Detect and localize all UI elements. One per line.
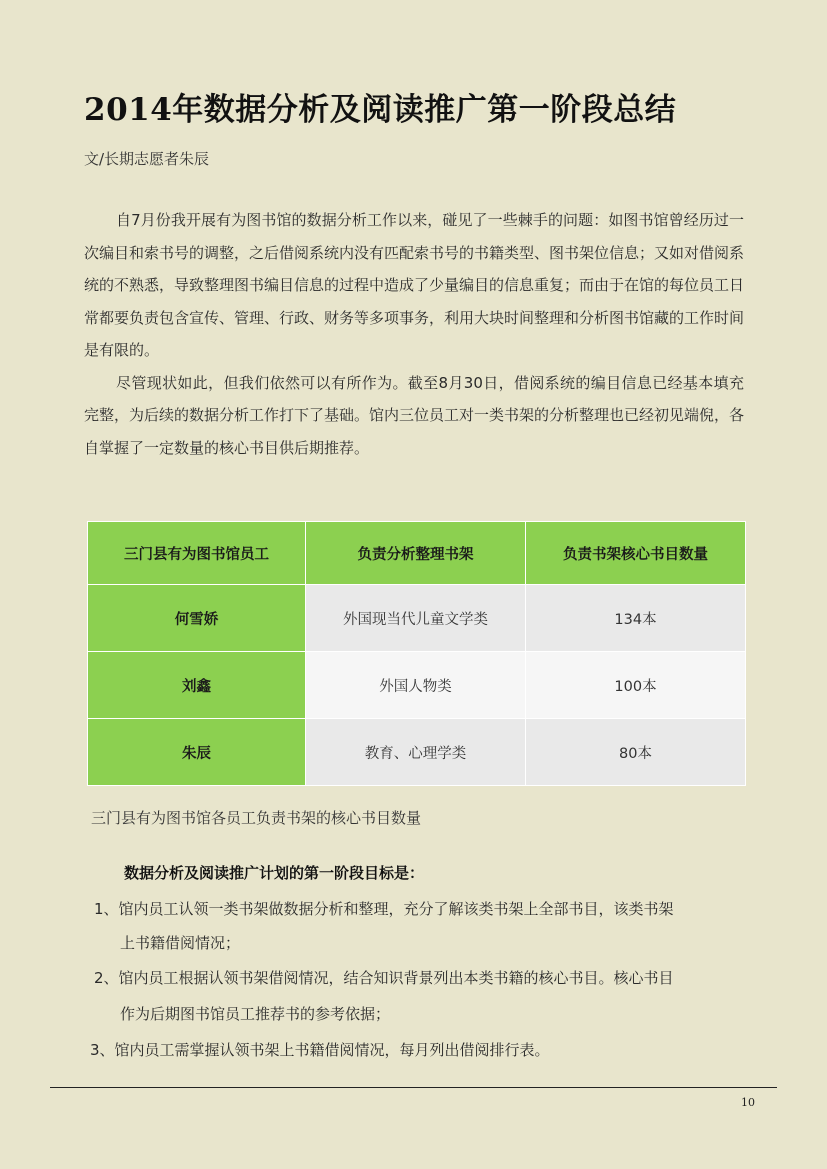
goal-line-3: 3、馆内员工需掌握认领书架上书籍借阅情况，每月列出借阅排行表。 — [90, 1041, 550, 1059]
book-count: 134本 — [526, 585, 746, 652]
goal-line-1-cont: 上书籍借阅情况； — [120, 934, 241, 952]
staff-name: 何雪娇 — [88, 585, 306, 652]
goal-line-2: 2、馆内员工根据认领书架借阅情况，结合知识背景列出本类书籍的核心书目。核心书目 — [94, 969, 674, 987]
shelf-category: 教育、心理学类 — [306, 719, 526, 786]
page-number: 10 — [741, 1096, 755, 1109]
header-shelf: 负责分析整理书架 — [306, 522, 526, 585]
header-count: 负责书架核心书目数量 — [526, 522, 746, 585]
footer-divider — [50, 1087, 777, 1088]
table-row — [88, 585, 746, 652]
paragraph-2: 尽管现状如此，但我们依然可以有所作为。截至8月30日，借阅系统的编目信息已经基本填充完整，为后续的数据分析工作打下了基础。馆内三位员工对一类书架的分析整理也已经初见端倪，各自掌握了一定数量的核心书目供后期推荐。 — [84, 373, 745, 457]
body-text — [84, 204, 744, 464]
staff-name: 刘鑫 — [88, 652, 306, 719]
goal-line-1: 1、馆内员工认领一类书架做数据分析和整理，充分了解该类书架上全部书目，该类书架 — [94, 900, 674, 918]
table-caption: 三门县有为图书馆各员工负责书架的核心书目数量 — [91, 809, 422, 827]
goal-line-2-cont: 作为后期图书馆员工推荐书的参考依据； — [120, 1005, 391, 1023]
book-count: 100本 — [526, 652, 746, 719]
table-row — [88, 719, 746, 786]
header-staff: 三门县有为图书馆员工 — [88, 522, 306, 585]
book-count: 80本 — [526, 719, 746, 786]
shelf-assignment-table — [87, 521, 746, 786]
staff-name: 朱辰 — [88, 719, 306, 786]
table-row — [88, 652, 746, 719]
shelf-category: 外国人物类 — [306, 652, 526, 719]
paragraph-1: 自7月份我开展有为图书馆的数据分析工作以来，碰见了一些棘手的问题：如图书馆曾经历过一次编目和索书号的调整，之后借阅系统内没有匹配索书号的书籍类型、图书架位信息；又如对借阅系统的不熟悉，导致整理图书编目信息的过程中造成了少量编目的信息重复；而由于在馆的每位员工日常都要负责包含宣传、管理、行政、财务等多项事务，利用大块时间整理和分析图书馆藏的工作时间是有限的。 — [84, 211, 745, 359]
page-title: 2014年数据分析及阅读推广第一阶段总结 — [84, 92, 677, 128]
goals-heading: 数据分析及阅读推广计划的第一阶段目标是： — [124, 864, 425, 882]
table-header-row — [88, 522, 746, 585]
author-line: 文/长期志愿者朱辰 — [84, 150, 210, 168]
shelf-category: 外国现当代儿童文学类 — [306, 585, 526, 652]
